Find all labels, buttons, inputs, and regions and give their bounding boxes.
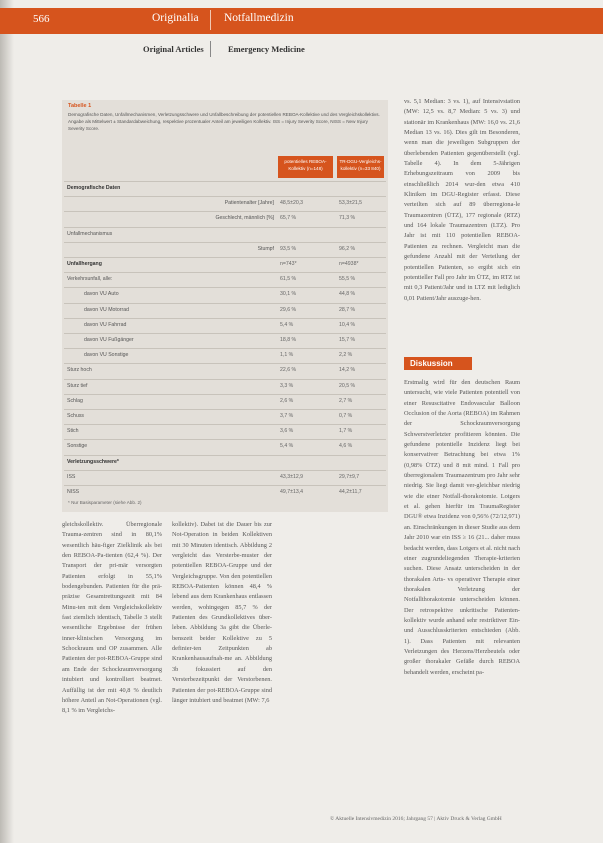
cell-value: 3,3 %	[280, 382, 294, 389]
row-label: Schlag	[67, 397, 83, 404]
row-label: NISS	[67, 489, 80, 495]
row-label: Sonstige	[67, 443, 88, 450]
table-row	[64, 211, 386, 227]
section-label: Originalia	[152, 12, 199, 24]
row-label: Stich	[67, 428, 79, 435]
page-gutter-shadow	[0, 0, 14, 843]
cell-value: 5,4 %	[280, 321, 294, 328]
cell-value: 2,7 %	[339, 397, 353, 404]
table-row	[64, 470, 386, 486]
header-divider	[210, 10, 211, 30]
paragraph: gleichskollektiv. Überregionale Trauma-zentren sind in 80,1% wesentlich häu-figer Zielklinik als bei den REBOA-Pa-tienten (62,4 %). Der Transport der pri-mär versorgten Patienten erfolgt in 55,1% bodengebunden. Patienten für die prä-präzise Gesamtrettungszeit mit 84 Minu-ten mit dem Vergleichskollektiv fast ziemlich identisch, Tabelle 3 stellt wesentliche Ergebnisse der frühen inner-klinischen Versorgung im Schockraum und OP zusammen. Alle Patienten der pot-REBOA-Gruppe sind am Ende der Schockraumversorgung intubiert und kontrolliert beatmet. Auffällig ist der mit 40,8 % deutlich höhere Anteil an Not-Operationen (vgl. 8,1 % im Vergleichs-	[62, 521, 162, 715]
subsection-label: Original Articles	[143, 44, 204, 54]
table-row	[64, 318, 386, 334]
table-row	[64, 272, 386, 288]
subsection-title: Emergency Medicine	[228, 44, 305, 54]
cell-value: 48,5±20,3	[280, 200, 304, 207]
section-heading: Diskussion	[410, 359, 453, 368]
cell-value: 1,1 %	[280, 352, 294, 359]
cell-value: 15,7 %	[339, 337, 356, 343]
cell-value: 3,6 %	[280, 428, 294, 435]
paragraph: Erstmalig wird für den deutschen Raum untersucht, wie viele Patienten potentiell von einer Resuscitative Endovascular Balloon Occlusion of the Aorta (REBOA) im Rahmen der Schockraumversorgung Schwerstverletzter profitieren könnten. Die gefundene potentielle Inzidenz liegt bei konservativer Betrachtung bei etwa 1% (0,98% ÜTZ) und 8 mit mind. 1 Fall pro überregionalem Traumazentrum pro Jahr sehr niedrig. Sie liegt damit ver-gleichbar niedrig wie die einer Notfall-thorakotomie. Lotgers et al. gehen hierfür im TraumaRegister DGU® etwa Inzidenz von 0,56% (72/12,971) an. Einschränkungen in dieser Studie aus dem Jahr 2010 war ein ISS ≥ 16 (21... daher muss bedacht werden, dass Lotgers et al. nicht nach einer zugrundeliegenden Therapie-kriterien suchen. Diese Ansatz unterscheiden in der thorakalen Arts- vs operativer Therapie einer thorakalen Verletzung der Notfallthorakotomie unterscheiden können. Der retrospektive unkritische Patienten-kollektiv wurde anhand sehr restriktiver Ein- und Ausschlusskriterien entschieden (Abb. 1). Dass Patienten mit relevanten Verletzungen des Herzens/Herzbeutels oder großer thorakaler Gefäße durch REBOA behandelt werden, erscheint pa-	[404, 379, 520, 676]
cell-value: 43,3±12,9	[280, 473, 304, 480]
table-row	[64, 394, 386, 410]
cell-value: 2,2 %	[339, 352, 353, 359]
row-label: Schuss	[67, 413, 85, 419]
table-row	[64, 333, 386, 349]
cell-value: 18,8 %	[280, 337, 297, 343]
table-caption: Demografische Daten, Unfallmechanismen, Verletzungsschwere und Unfallbeschreibung der potentiellen REBOA-Kollektive und des Vergleichskollektivs. Angabe als Mittelwert ± Standardabweichung, respektive prozentualer Anteil am jeweiligen Kollektiv. ISS = Injury Severity Score, NISS = New Injury Severity Score.	[68, 112, 380, 131]
cell-value: 4,6 %	[339, 443, 353, 450]
column-header: TR-DGU-Vergleichs-kollektiv (n=33 840)	[337, 156, 384, 178]
cell-value: 30,1 %	[280, 291, 297, 298]
cell-value: 44,2±11,7	[339, 489, 362, 495]
table-row	[64, 287, 386, 303]
column-header: potentielles REBOA-Kollektiv (n=148)	[278, 156, 333, 178]
table-row	[64, 227, 386, 243]
row-label: Patientenalter [Jahre]	[224, 200, 274, 207]
table-row	[64, 303, 386, 319]
table-row	[64, 242, 386, 258]
text-column-right-bottom	[404, 378, 520, 678]
cell-value: 93,5 %	[280, 245, 297, 252]
cell-value: 53,3±21,5	[339, 200, 363, 207]
cell-value: n=4938*	[339, 261, 359, 267]
cell-value: 22,6 %	[280, 367, 297, 374]
cell-value: 3,7 %	[280, 413, 294, 419]
table-row	[64, 348, 386, 364]
table-label: Tabelle 1	[68, 103, 92, 109]
cell-value: 28,7 %	[339, 306, 356, 313]
row-label: davon VU Auto	[84, 291, 119, 298]
cell-value: 61,5 %	[280, 276, 297, 283]
page-footer: © Aktuelle Intensivmedizin 2016; Jahrgang 57 | Aktiv Druck & Verlag GmbH	[330, 816, 502, 822]
row-label: davon VU Fahrrad	[84, 321, 127, 328]
table-row	[64, 181, 386, 197]
row-label: Geschlecht, männlich [%]	[215, 215, 274, 222]
cell-value: 0,7 %	[339, 413, 353, 419]
cell-value: 44,8 %	[339, 291, 356, 298]
page-number: 566	[33, 13, 50, 25]
paragraph: kollektiv). Dabei ist die Dauer bis zur Not-Operation in beiden Kollektiven mit 30 Minuten identisch. Abbildung 2 vergleicht das Versterbe-muster der potentiellen REBOA-Gruppe und der Vergleichsgruppe. Von den potentiellen REBOA-Patienten können 48,4 % lebend aus dem Krankenhaus entlassen werden, wohingegen 85,7 % der Patienten des Grundkollektives über-leben. Abbildung 3a gibt die Überle-benszeit beider Kollektive zu 5 definier-ten Zeitpunkten ab Krankenhausaufnah-me an. Abbildung 3b fokussiert auf den Versterbezeitpunkt der Verstorbenen. Patienten der pot-REBOA-Gruppe sind länger intubiert und beatmet (MW: 7,6	[172, 521, 272, 704]
cell-value: 5,4 %	[280, 443, 294, 450]
table-row	[64, 379, 386, 395]
table-row	[64, 257, 386, 273]
cell-value: 2,6 %	[280, 397, 294, 404]
subheader-divider	[210, 41, 211, 57]
table-row	[64, 196, 386, 212]
cell-value: 49,7±13,4	[280, 489, 304, 495]
header-bar	[0, 8, 603, 34]
cell-value: 96,2 %	[339, 245, 356, 252]
row-label: Stumpf	[257, 245, 274, 252]
cell-value: 65,7 %	[280, 215, 297, 222]
row-label: Unfallmechanismus	[67, 230, 113, 237]
text-column-right-top	[404, 97, 520, 304]
cell-value: 1,7 %	[339, 428, 353, 435]
table-row	[64, 485, 386, 501]
row-label: Verletzungsschwere*	[67, 458, 119, 465]
row-label: davon VU Motorrad	[84, 306, 129, 313]
row-label: ISS	[67, 473, 76, 480]
cell-value: 55,5 %	[339, 276, 356, 283]
paragraph: vs. 5,1 Median: 3 vs. 1), auf Intensivstation (MW: 12,5 vs. 8,7 Median: 5 vs. 3) und stationär im Krankenhaus (MW: 16,0 vs. 21,6 Median 13 vs. 16). Dies gilt im Besonderen, wenn man die jeweiligen Subgruppen der überlebenden Patienten gegenüberstellt (vgl. Tabelle 4). In dem 5-Jährigen Erhebungszeitraum von 2009 bis einschließlich 2014 wur-den etwa 410 Kliniken im DGU-Register erfasst. Diese verteilten sich auf 89 überregiona-le Traumazentren (ÜTZ), 177 regionale (RTZ) und 164 lokale Traumazentren (LTZ). Pro Jahr ist mit 110 potentiellen REBOA-Patienten zu rechnen. Vergleicht man die gefundene Anzahl mit der Verteilung der potentiellen Patienten, so ergibt sich ein potentieller Fall pro Jahr im ÜTZ, im RTZ ist mit 0,3 Patient/Jahr und in LTZ mit lediglich 0,01 Patient/Jahr auszuge-hen.	[404, 98, 520, 302]
table-row	[64, 455, 386, 471]
row-label: Verkehrsunfall, alle:	[67, 276, 113, 283]
section-title: Notfallmedizin	[224, 12, 294, 24]
row-label: Unfallhergang	[67, 261, 102, 267]
text-column-left	[62, 520, 162, 717]
row-label: Demografische Daten	[67, 185, 121, 191]
cell-value: 14,2 %	[339, 367, 356, 374]
row-label: Sturz tief	[67, 382, 88, 389]
cell-value: n=743*	[280, 261, 297, 267]
table-footnote: * Nur Basisparameter (siehe Abb. 2)	[68, 500, 142, 505]
cell-value: 20,5 %	[339, 382, 356, 389]
cell-value: 29,7±9,7	[339, 473, 360, 480]
table-row	[64, 424, 386, 440]
table-row	[64, 363, 386, 379]
cell-value: 10,4 %	[339, 321, 356, 328]
cell-value: 71,3 %	[339, 215, 356, 222]
table-row	[64, 409, 386, 425]
row-label: davon VU Sonstige	[84, 352, 129, 359]
table-row	[64, 439, 386, 455]
row-label: davon VU Fußgänger	[84, 337, 134, 343]
row-label: Sturz hoch	[67, 367, 92, 374]
text-column-middle	[172, 520, 272, 706]
cell-value: 29,6 %	[280, 306, 297, 313]
